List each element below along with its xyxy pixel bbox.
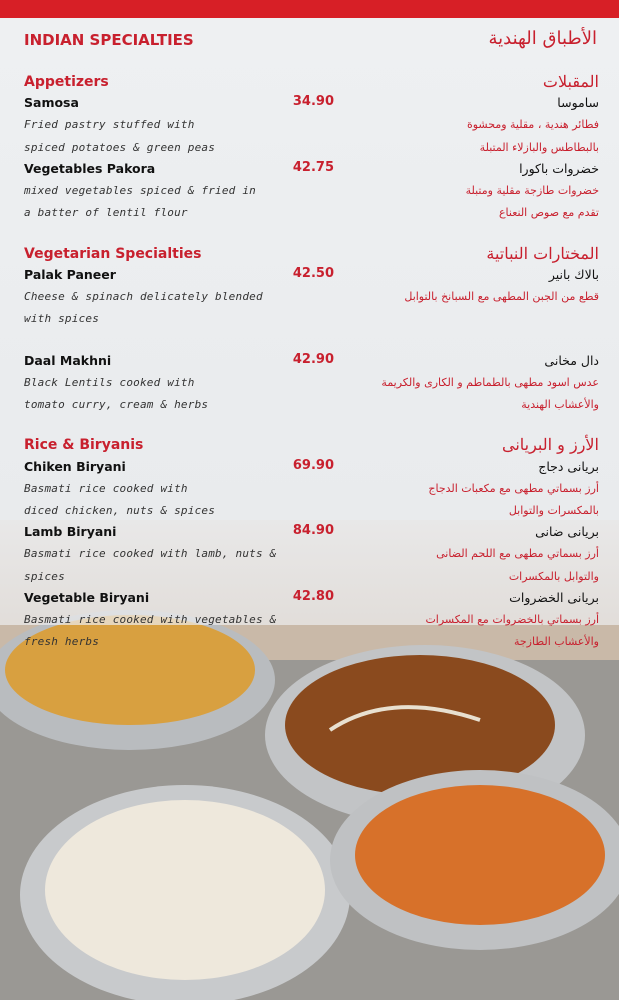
item-ar <box>334 113 599 135</box>
item-ar <box>334 608 599 630</box>
section-title: Rice & Biryanis <box>24 437 144 454</box>
item-ar <box>334 307 599 329</box>
item-name: Lamb Biryani <box>24 524 117 540</box>
item-description-arabic: بالمكسرات والتوابل <box>508 504 599 518</box>
item-description-row <box>24 477 599 499</box>
item-description-row <box>24 307 599 329</box>
item-ar <box>334 350 599 371</box>
item-ar <box>334 285 599 307</box>
item-en <box>24 499 334 521</box>
item-description: fresh herbs <box>24 635 100 649</box>
item-en <box>24 285 334 307</box>
item-en <box>24 521 334 542</box>
menu-item <box>24 264 599 330</box>
menu-item <box>24 587 599 653</box>
item-en <box>24 393 334 415</box>
item-price: 42.75 <box>292 159 334 175</box>
menu-section <box>24 72 599 223</box>
item-ar <box>334 92 599 113</box>
item-ar <box>334 136 599 158</box>
item-description-arabic: والأعشاب الهندية <box>521 398 599 412</box>
item-ar <box>334 179 599 201</box>
section-title-arabic: الأرز و البريانى <box>501 435 599 455</box>
section-title: Appetizers <box>24 74 109 90</box>
item-description-row <box>24 565 599 587</box>
section-title-arabic: المقبلات <box>542 72 599 91</box>
item-description: diced chicken, nuts & spices <box>24 504 216 518</box>
menu-section <box>24 244 599 416</box>
item-description-row <box>24 113 599 135</box>
item-ar <box>334 393 599 415</box>
item-description-row <box>24 285 599 307</box>
item-ar <box>334 264 599 285</box>
item-name-arabic: خضروات باكورا <box>519 160 599 176</box>
item-name: Vegetable Biryani <box>24 589 150 605</box>
section-header <box>24 244 599 264</box>
menu-item <box>24 456 599 522</box>
item-description-arabic: عدس اسود مطهى بالطماطم و الكارى والكريمة <box>381 375 599 389</box>
item-name-row <box>24 587 599 608</box>
section-header <box>24 435 599 455</box>
item-description: Basmati rice cooked with <box>24 481 188 495</box>
item-ar <box>334 201 599 223</box>
item-name-arabic: بريانى ضانى <box>535 524 599 540</box>
item-ar <box>334 630 599 652</box>
item-name-row <box>24 456 599 477</box>
item-description: Basmati rice cooked with vegetables & <box>24 613 277 627</box>
item-name: Daal Makhni <box>24 352 112 368</box>
item-name-arabic: بريانى الخضروات <box>509 589 599 605</box>
item-description-arabic: فطائر هندية ، مقلية ومحشوة <box>466 118 599 132</box>
item-description-arabic: أرز بسماتي مطهى مع مكعبات الدجاج <box>428 481 599 495</box>
item-en <box>24 136 334 158</box>
item-en <box>24 158 334 179</box>
item-description-row <box>24 542 599 564</box>
item-en <box>24 113 334 135</box>
item-en <box>24 92 334 113</box>
item-en <box>24 587 334 608</box>
item-name-row <box>24 92 599 113</box>
item-ar <box>334 521 599 542</box>
item-name: Chiken Biryani <box>24 458 126 474</box>
menu-section <box>24 435 599 652</box>
section-header <box>24 72 599 92</box>
item-en <box>24 307 334 329</box>
item-en <box>24 456 334 477</box>
item-price: 42.50 <box>292 265 334 281</box>
item-description-row <box>24 179 599 201</box>
item-ar <box>334 565 599 587</box>
item-price: 69.90 <box>292 457 334 473</box>
item-en <box>24 542 334 564</box>
item-price: 42.90 <box>292 351 334 367</box>
item-en <box>24 350 334 371</box>
top-red-bar <box>0 0 619 18</box>
item-ar <box>334 456 599 477</box>
item-description-arabic: أرز بسماتي مطهى مع اللحم الضانى <box>436 547 599 561</box>
item-ar <box>334 542 599 564</box>
item-name-arabic: ساموسا <box>557 95 599 111</box>
item-description: a batter of lentil flour <box>24 206 188 220</box>
item-name-row <box>24 521 599 542</box>
item-description: Cheese & spinach delicately blended <box>24 290 263 304</box>
page-title-arabic: الأطباق الهندية <box>488 28 597 49</box>
menu-item <box>24 158 599 224</box>
section-title-arabic: المختارات النباتية <box>486 243 599 263</box>
item-name-arabic: بالاك بانير <box>548 266 599 282</box>
item-en <box>24 630 334 652</box>
item-name: Vegetables Pakora <box>24 160 156 176</box>
item-description: Black Lentils cooked with <box>24 375 195 389</box>
item-en <box>24 565 334 587</box>
item-name-row <box>24 264 599 285</box>
item-description: mixed vegetables spiced & fried in <box>24 184 256 198</box>
menu-item <box>24 521 599 587</box>
menu-list <box>24 72 599 673</box>
item-description-arabic: والأعشاب الطازجة <box>513 635 599 649</box>
item-description-arabic: بالبطاطس والبازلاء المتبلة <box>479 140 599 154</box>
item-name-row <box>24 158 599 179</box>
item-en <box>24 608 334 630</box>
item-name: Samosa <box>24 95 79 111</box>
item-description-row <box>24 608 599 630</box>
item-ar <box>334 371 599 393</box>
item-description: with spices <box>24 312 100 326</box>
item-ar <box>334 158 599 179</box>
item-description: spiced potatoes & green peas <box>24 140 216 154</box>
item-en <box>24 371 334 393</box>
item-description-row <box>24 630 599 652</box>
item-description-arabic: والتوابل بالمكسرات <box>508 569 599 583</box>
section-title: Vegetarian Specialties <box>24 245 202 262</box>
item-description-arabic: خضروات طازجة مقلية ومتبلة <box>465 184 599 198</box>
item-ar <box>334 499 599 521</box>
item-name-arabic: بريانى دجاج <box>538 458 599 474</box>
item-description-row <box>24 136 599 158</box>
item-price: 34.90 <box>292 94 334 110</box>
item-description-arabic: تقدم مع صوص النعناع <box>498 206 599 220</box>
menu-item <box>24 92 599 158</box>
item-description: Fried pastry stuffed with <box>24 118 195 132</box>
menu-item <box>24 350 599 416</box>
item-description-row <box>24 371 599 393</box>
item-description: Basmati rice cooked with lamb, nuts & <box>24 547 277 561</box>
item-description-row <box>24 393 599 415</box>
item-description-row <box>24 201 599 223</box>
item-ar <box>334 587 599 608</box>
item-en <box>24 201 334 223</box>
item-en <box>24 477 334 499</box>
item-name: Palak Paneer <box>24 266 116 282</box>
item-price: 42.80 <box>292 588 334 604</box>
item-name-arabic: دال مخانى <box>544 352 599 368</box>
item-ar <box>334 477 599 499</box>
item-description: tomato curry, cream & herbs <box>24 398 209 412</box>
item-description-row <box>24 499 599 521</box>
item-description: spices <box>24 569 65 583</box>
page-title: INDIAN SPECIALTIES <box>24 31 194 49</box>
item-price: 84.90 <box>292 523 334 539</box>
item-description-arabic: قطع من الجبن المطهى مع السبانخ بالتوابل <box>404 290 599 304</box>
item-description-arabic: أرز بسماتي بالخضروات مع المكسرات <box>425 613 599 627</box>
item-name-row <box>24 350 599 371</box>
item-en <box>24 264 334 285</box>
item-en <box>24 179 334 201</box>
